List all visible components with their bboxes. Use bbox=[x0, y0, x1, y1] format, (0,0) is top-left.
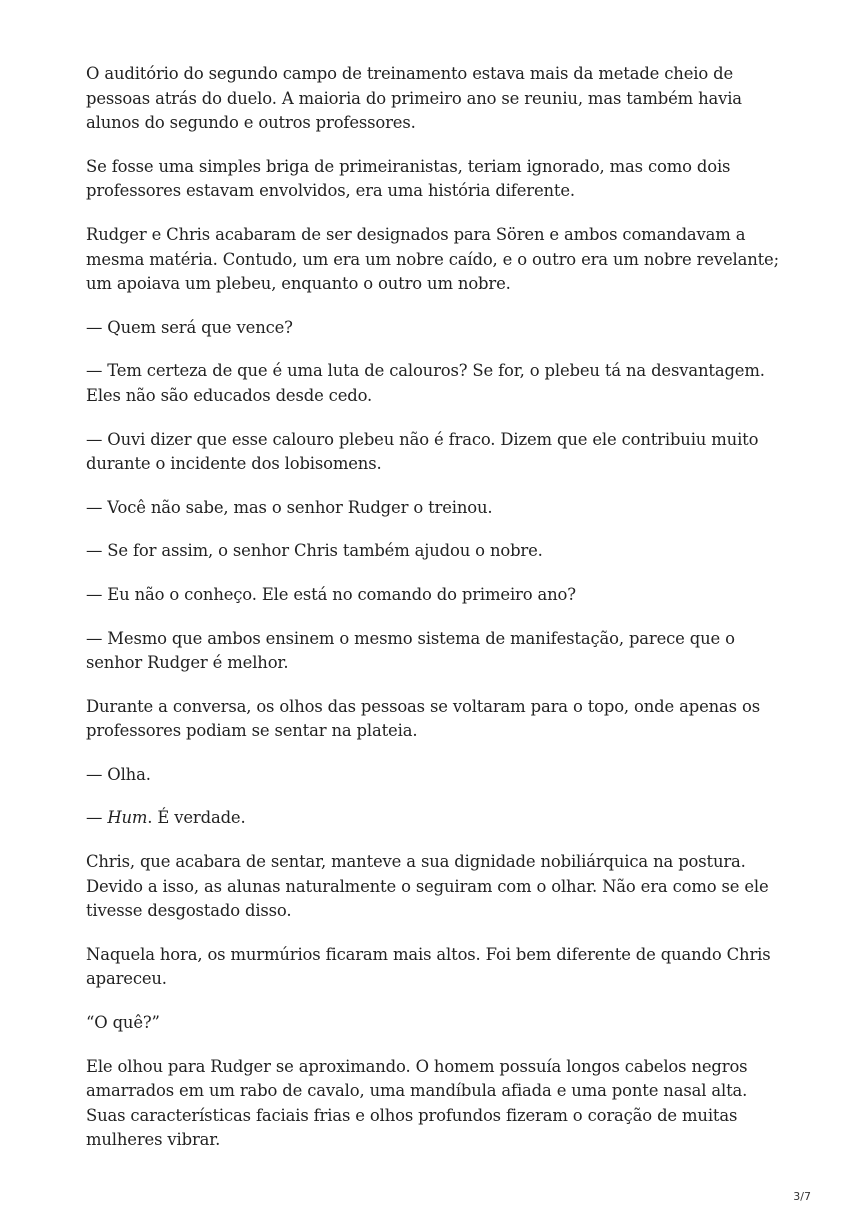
dialogue-3: — Ouvi dizer que esse calouro plebeu não é fraco. Dizem que ele contribuiu muito durante o incidente dos lobisomens. bbox=[86, 429, 759, 474]
hum-dash: — bbox=[86, 808, 108, 828]
dialogue-4: — Você não sabe, mas o senhor Rudger o treinou. bbox=[86, 497, 493, 517]
document-body bbox=[86, 62, 786, 1172]
dialogue-2: — Tem certeza de que é uma luta de calouros? Se for, o plebeu tá na desvantagem. Eles não são educados desde cedo. bbox=[86, 361, 765, 405]
thought-line: “O quê?” bbox=[86, 1013, 160, 1033]
hum-italic: Hum bbox=[107, 808, 148, 828]
paragraph-6: Naquela hora, os murmúrios ficaram mais altos. Foi bem diferente de quando Chris apareceu. bbox=[86, 944, 771, 989]
paragraph-7: Ele olhou para Rudger se aproximando. O homem possuía longos cabelos negros amarrados em um rabo de cavalo, uma mandíbula afiada e uma ponte nasal alta. Suas características faciais frias e olhos profundos fizeram o coração de muitas mulheres vibrar. bbox=[86, 1056, 748, 1150]
dialogue-7: — Mesmo que ambos ensinem o mesmo sistema de manifestação, parece que o senhor Rudger é melhor. bbox=[86, 628, 735, 673]
paragraph-3: Rudger e Chris acabaram de ser designados para Sören e ambos comandavam a mesma matéria. Contudo, um era um nobre caído, e o outro era um nobre revelante; um apoiava um plebeu, enquanto o outro um nobre. bbox=[86, 224, 779, 294]
dialogue-8: — Olha. bbox=[86, 764, 151, 784]
paragraph-1: O auditório do segundo campo de treinamento estava mais da metade cheio de pessoas atrás do duelo. A maioria do primeiro ano se reuniu, mas também havia alunos do segundo e outros professores. bbox=[86, 64, 742, 133]
dialogue-5: — Se for assim, o senhor Chris também ajudou o nobre. bbox=[86, 541, 543, 561]
page-number: 3/7 bbox=[793, 1190, 811, 1203]
dialogue-6: — Eu não o conheço. Ele está no comando do primeiro ano? bbox=[86, 584, 576, 604]
paragraph-4: Durante a conversa, os olhos das pessoas se voltaram para o topo, onde apenas os professores podiam se sentar na plateia. bbox=[86, 696, 760, 741]
dialogue-hum bbox=[86, 806, 786, 831]
hum-rest: . É verdade. bbox=[147, 808, 246, 828]
paragraph-5: Chris, que acabara de sentar, manteve a sua dignidade nobiliárquica na postura. Devido a isso, as alunas naturalmente o seguiram com o olhar. Não era como se ele tivesse desgostado disso. bbox=[86, 852, 769, 921]
dialogue-1: — Quem será que vence? bbox=[86, 317, 293, 337]
paragraph-2: Se fosse uma simples briga de primeiranistas, teriam ignorado, mas como dois professores estavam envolvidos, era uma história diferente. bbox=[86, 156, 731, 201]
